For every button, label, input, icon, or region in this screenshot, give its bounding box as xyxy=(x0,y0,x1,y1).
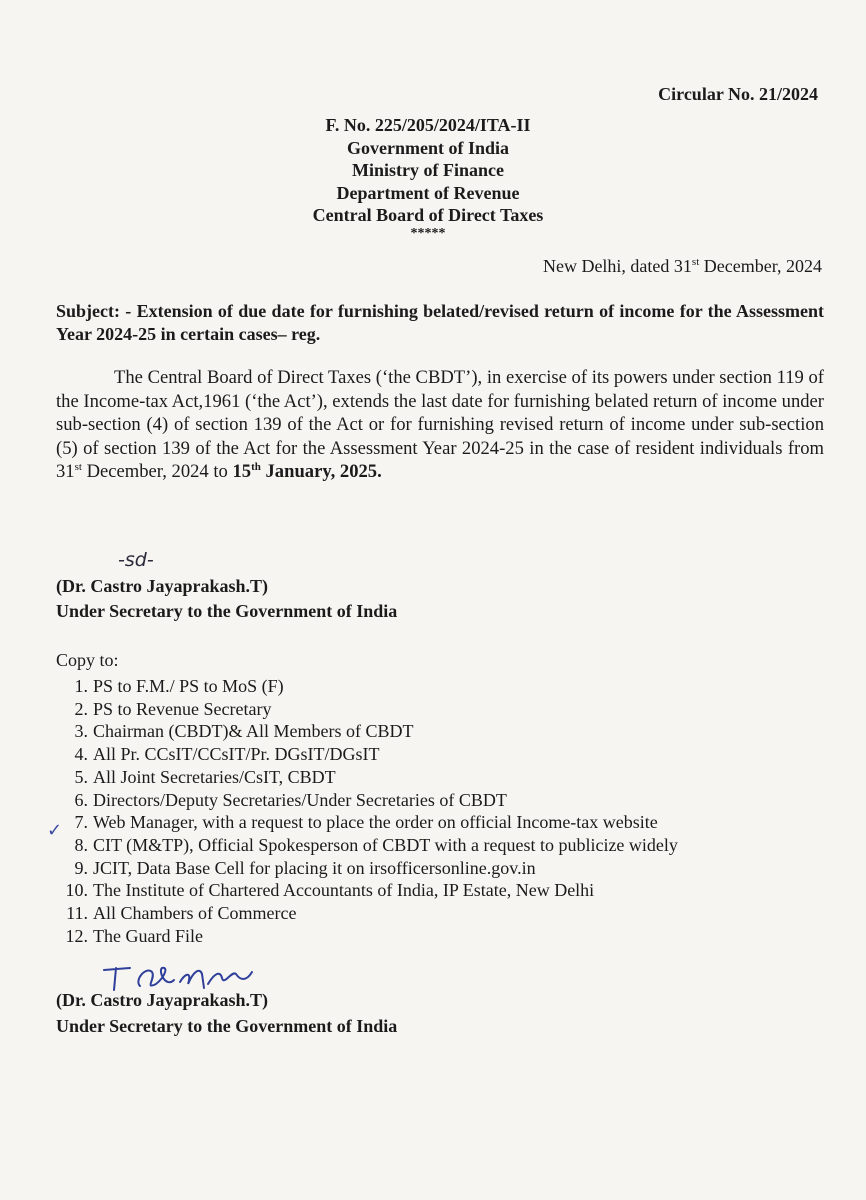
due-ordinal: th xyxy=(251,460,261,473)
copy-item-number: 12. xyxy=(65,925,88,946)
department-name: Department of Revenue xyxy=(336,182,520,203)
government-name: Government of India xyxy=(347,137,509,158)
signatory-name: (Dr. Castro Jayaprakash.T) xyxy=(56,576,269,596)
copy-item-text: All Chambers of Commerce xyxy=(93,903,297,924)
date-ordinal: st xyxy=(691,256,700,268)
body-ordinal1: st xyxy=(74,460,82,473)
due-day: 15 xyxy=(232,461,252,482)
copy-list-item xyxy=(56,766,678,789)
copy-item-number: 2. xyxy=(74,698,88,719)
copy-item-text: CIT (M&TP), Official Spokesperson of CBDT with a request to publicize widely xyxy=(93,834,678,855)
copy-item-number: 8. xyxy=(74,834,88,855)
board-name: Central Board of Direct Taxes xyxy=(312,205,544,225)
tick-mark-icon: ✓ xyxy=(47,820,63,841)
signatory-name-2: (Dr. Castro Jayaprakash.T) xyxy=(56,990,269,1010)
copy-item-number: 9. xyxy=(74,857,88,878)
copy-list-item xyxy=(56,857,678,880)
copy-list-item xyxy=(56,925,678,948)
copy-item-text: PS to Revenue Secretary xyxy=(93,698,272,719)
copy-item-number: 10. xyxy=(65,880,88,901)
copy-item-text: All Joint Secretaries/CsIT, CBDT xyxy=(93,766,336,787)
copy-item-text: Web Manager, with a request to place the order on official Income-tax website xyxy=(93,812,658,833)
subject-line: Subject: - Extension of due date for furnishing belated/revised return of income for the Assessment Year 2024-25 in certain cases– reg. xyxy=(56,301,824,344)
signatory-title-2: Under Secretary to the Government of India xyxy=(56,1016,398,1036)
copy-to-list xyxy=(56,675,678,947)
copy-list-item xyxy=(56,789,678,812)
due-month-year: January, 2025. xyxy=(260,461,382,482)
copy-list-item xyxy=(56,743,678,766)
issue-date xyxy=(543,256,822,277)
copy-item-number: 6. xyxy=(74,789,88,810)
circular-number: Circular No. 21/2024 xyxy=(658,84,818,104)
copy-list-item xyxy=(56,902,678,925)
copy-to-label: Copy to: xyxy=(56,650,119,670)
copy-item-number: 4. xyxy=(74,744,88,765)
copy-item-text: Directors/Deputy Secretaries/Under Secretaries of CBDT xyxy=(93,789,507,810)
copy-item-number: 5. xyxy=(74,766,88,787)
body-text-part2: December, 2024 to xyxy=(81,461,233,482)
copy-list-item xyxy=(56,698,678,721)
copy-item-text: JCIT, Data Base Cell for placing it on irsofficersonline.gov.in xyxy=(93,857,536,878)
copy-item-number: 7. xyxy=(74,812,88,833)
copy-item-number: 3. xyxy=(74,721,88,742)
date-prefix: New Delhi, dated 31 xyxy=(542,256,692,276)
copy-list-item xyxy=(56,834,678,857)
file-number: F. No. 225/205/2024/ITA-II xyxy=(325,115,531,135)
copy-list-item xyxy=(56,879,678,902)
body-text-part1: The Central Board of Direct Taxes (‘the CBDT’), in exercise of its powers under section 119 of the Income-tax Act,1961 (‘the Act’), extends the last date for furnishing belated return of income under sub-section (4) of section 139 of the Act or for furnishing revised return of income under sub-section (5) of section 139 of the Act for the Assessment Year 2024-25 in the case of resident individuals from 31 xyxy=(56,367,824,482)
copy-item-number: 1. xyxy=(74,676,88,696)
copy-item-text: The Guard File xyxy=(93,925,203,946)
body-paragraph xyxy=(56,366,824,484)
ministry-name: Ministry of Finance xyxy=(352,160,504,180)
copy-item-text: Chairman (CBDT)& All Members of CBDT xyxy=(93,721,414,742)
copy-list-item xyxy=(56,720,678,743)
copy-item-number: 11. xyxy=(66,903,88,924)
copy-item-text: PS to F.M./ PS to MoS (F) xyxy=(93,676,284,696)
copy-list-item xyxy=(56,675,678,698)
signed-mark: -sd- xyxy=(118,549,154,571)
copy-item-text: The Institute of Chartered Accountants of India, IP Estate, New Delhi xyxy=(93,880,595,901)
copy-list-item xyxy=(56,811,678,834)
copy-item-text: All Pr. CCsIT/CCsIT/Pr. DGsIT/DGsIT xyxy=(93,744,380,765)
signatory-title: Under Secretary to the Government of India xyxy=(56,601,398,621)
letterhead xyxy=(0,114,866,241)
date-suffix: December, 2024 xyxy=(699,256,822,276)
stars-divider: ***** xyxy=(410,225,446,241)
new-due-date xyxy=(232,461,381,482)
